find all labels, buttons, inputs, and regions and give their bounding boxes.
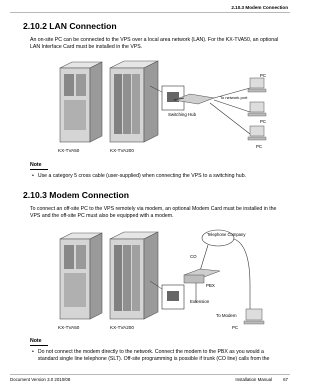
lan-paragraph: An on-site PC can be connected to the VPS over a local area network (LAN). For the KX-TVA50, an optional LAN Interface Card must be installed in the VPS. bbox=[30, 37, 279, 51]
modem-note-underline bbox=[30, 345, 48, 346]
pc-label-2: PC bbox=[260, 119, 267, 124]
lan-heading: 2.10.2 LAN Connection bbox=[23, 21, 117, 31]
modem-connection-figure bbox=[50, 225, 278, 333]
pc-label: PC bbox=[232, 325, 239, 330]
lan-note-text: Use a category 5 cross cable (user-supplied) when connecting the VPS to a switching hub. bbox=[37, 173, 247, 179]
lan-note-item: • Use a category 5 cross cable (user-supplied) when connecting the VPS to a switching hub. bbox=[32, 173, 247, 179]
kx-tva50-label: KX-TVA50 bbox=[58, 148, 80, 153]
lan-note-title: Note bbox=[30, 162, 42, 168]
running-header: 2.10.3 Modem Connection bbox=[231, 5, 288, 10]
to-network-port-label: To network port bbox=[220, 95, 248, 100]
kx-tva50-label: KX-TVA50 bbox=[58, 325, 80, 330]
footer-rule bbox=[10, 374, 290, 375]
footer-manual-title: Installation Manual bbox=[235, 377, 272, 382]
co-label: CO bbox=[190, 254, 197, 259]
kx-tva200-unit bbox=[110, 232, 158, 319]
pc-3 bbox=[248, 126, 266, 140]
to-modem-label: To Modem bbox=[216, 313, 237, 318]
lan-note-underline bbox=[30, 169, 48, 170]
modem-note-item: • Do not connect the modem directly to the network. Connect the modem to the PBX as you would a standard single line telephone (SLT). Off-site programming is possible if trunk (CO line) calls from the bbox=[32, 349, 277, 363]
off-site-pc bbox=[244, 309, 264, 324]
kx-tva50-unit bbox=[60, 233, 102, 319]
extension-label: Extension bbox=[190, 299, 210, 304]
pc-label-1: PC bbox=[260, 73, 267, 78]
page-number: 67 bbox=[283, 377, 288, 382]
modem-heading: 2.10.3 Modem Connection bbox=[23, 190, 130, 200]
kx-tva200-label: KX-TVA200 bbox=[110, 148, 134, 153]
kx-tva50-unit bbox=[60, 62, 102, 142]
pbx-label: PBX bbox=[206, 283, 215, 288]
pc-label-3: PC bbox=[256, 144, 263, 149]
pc-2 bbox=[248, 102, 266, 116]
modem-note-title: Note bbox=[30, 338, 42, 344]
modem-note-text: Do not connect the modem directly to the network. Connect the modem to the PBX as you would a standard single line telephone (SLT). Off-site programming is possible if trunk (CO line) calls from the bbox=[37, 349, 270, 363]
switching-hub-label: Switching Hub bbox=[168, 112, 197, 117]
modem-paragraph: To connect an off-site PC to the VPS remotely via modem, an optional Modem Card must be installed in the VPS and the off-site PC must also be equipped with a modem. bbox=[30, 206, 277, 220]
lan-connection-figure bbox=[50, 56, 278, 156]
pc-1 bbox=[248, 78, 266, 92]
kx-tva200-label: KX-TVA200 bbox=[110, 325, 134, 330]
header-rule bbox=[10, 12, 290, 13]
kx-tva200-unit bbox=[110, 61, 158, 142]
telephone-company-label: Telephone Company bbox=[207, 232, 246, 237]
footer-document-version: Document Version 3.0 2010/08 bbox=[10, 377, 71, 382]
